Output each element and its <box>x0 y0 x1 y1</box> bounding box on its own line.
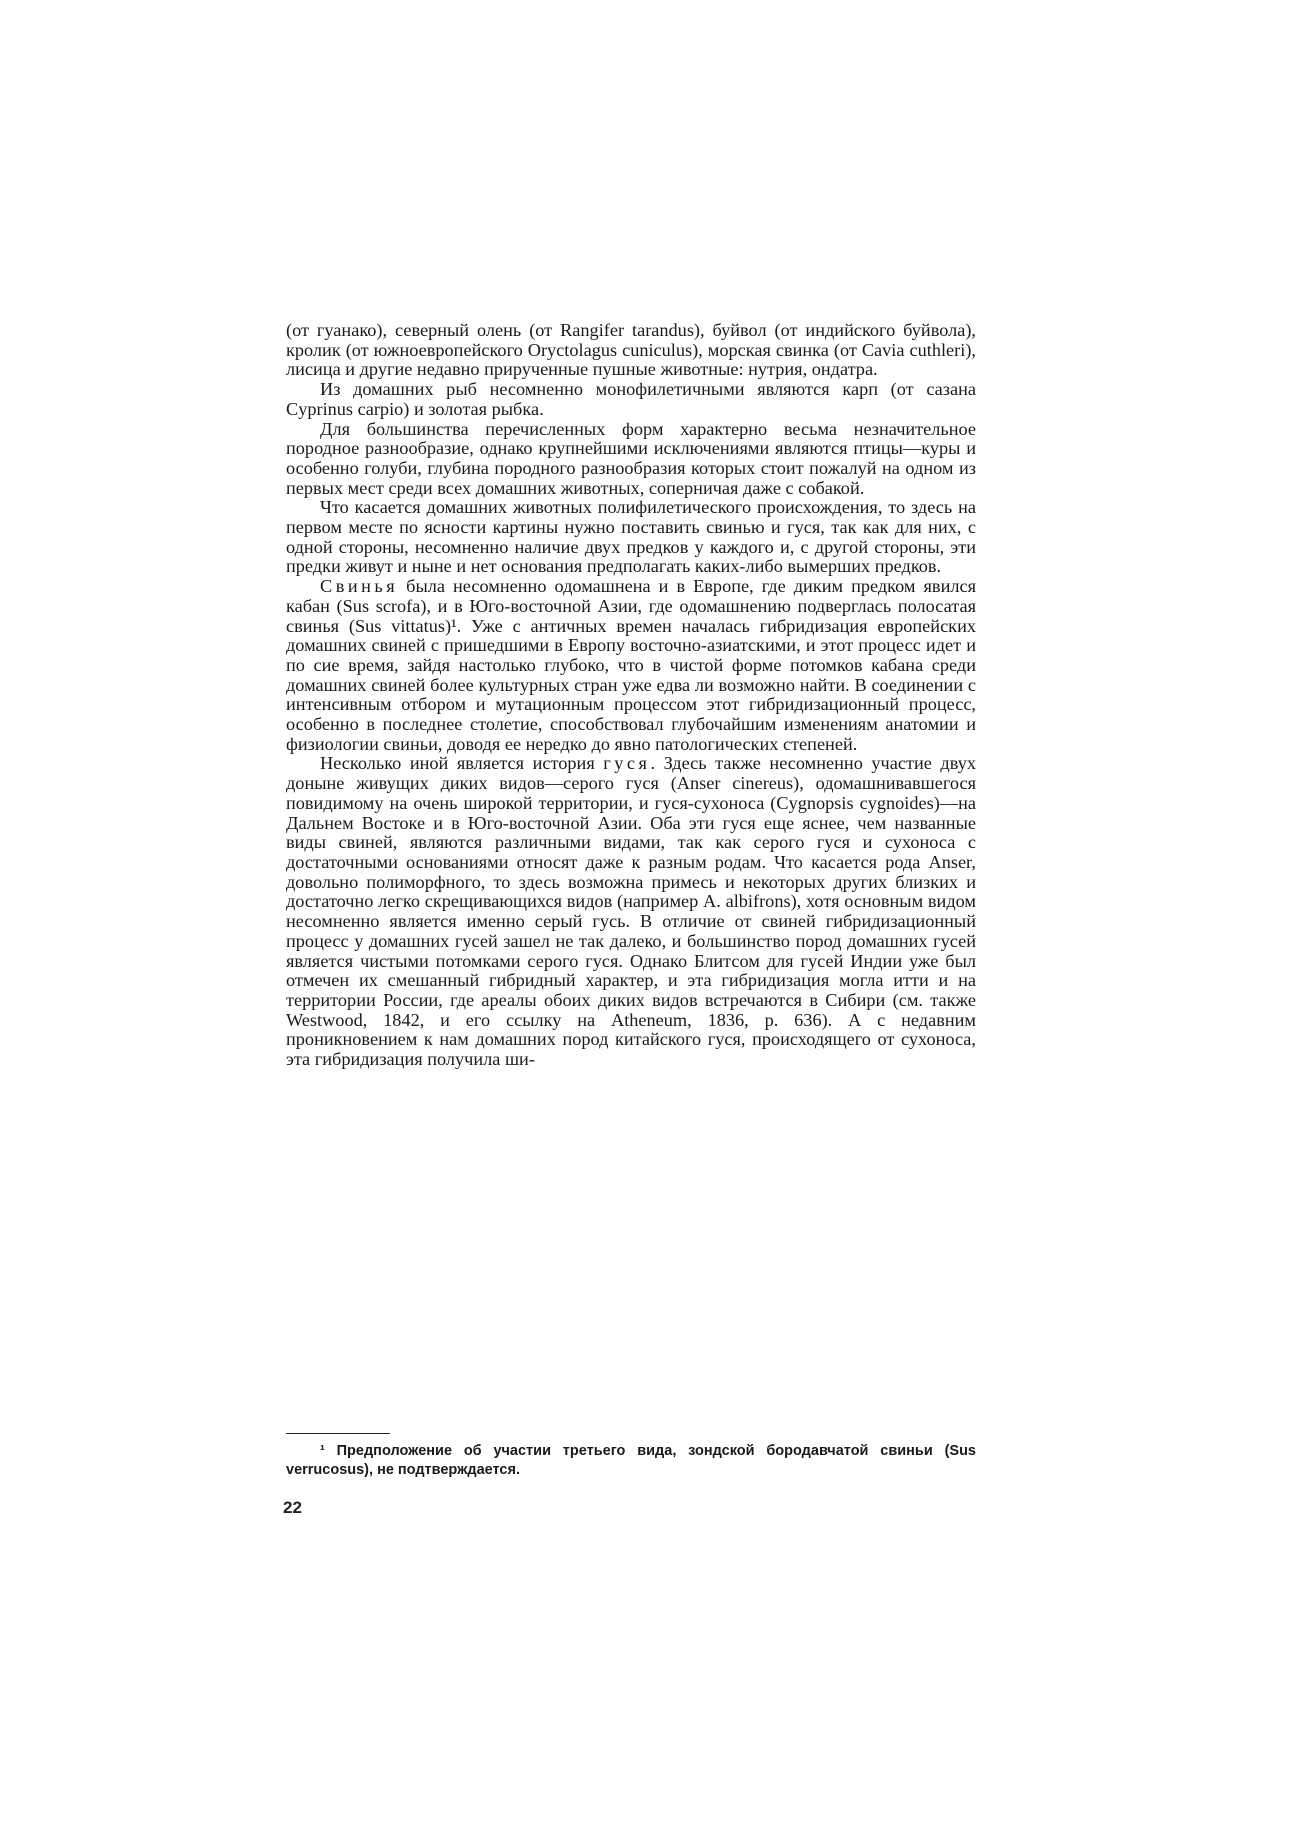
paragraph-goose <box>286 754 976 1069</box>
page-number: 22 <box>283 1498 302 1517</box>
paragraph-fish: Из домашних рыб несомненно монофилетичными являются карп (от сазана Cyprinus carpio) и золотая рыбка. <box>286 379 976 419</box>
pig-heading-word: Свинья <box>320 576 399 597</box>
footnote: ¹ Предположение об участии третьего вида, зондской бородавчатой свиньи (Sus verrucosus), не подтверждается. <box>286 1443 976 1478</box>
paragraph-breed-diversity: Для большинства перечисленных форм характерно весьма незначительное породное разнообразие, однако крупнейшими исключениями являются птицы—куры и особенно голуби, глубина породного разнообразия которых стоит пожалуй на одном из первых мест среди всех домашних животных, соперничая даже с собакой. <box>286 418 976 498</box>
goose-paragraph-text: . Здесь также несомненно участие двух доныне живущих диких видов—серого гуся (Anser cinereus), одомашнивавшегося повидимому на очень широкой территории, и гуся-сухоноса (Cygnopsis cygnoides)—на Дальнем Востоке и в Юго-восточной Азии. Оба эти гуся еще яснее, чем названные виды свиней, являются различными видами, так как серого гуся и сухоноса с достаточными основаниями относят даже к разным родам. Что касается рода Anser, довольно полиморфного, то здесь возможна примесь и некоторых других близких и достаточно легко скрещивающихся видов (например A. albifrons), хотя основным видом несомненно является именно серый гусь. В отличие от свиней гибридизационный процесс у домашних гусей зашел не так далеко, и большинство пород домашних гусей является чистыми потомками серого гуся. Однако Блитсом для гусей Индии уже был отмечен их смешанный гибридный характер, и эта гибридизация могла итти и на территории России, где ареалы обоих диких видов встречаются в Сибири (см. также Westwood, 1842, и его ссылку на Athenеum, 1836, p. 636). А с недавним проникновением к нам домашних пород китайского гуся, происходящего от сухоноса, эта гибридизация получила ши- <box>286 753 976 1070</box>
goose-paragraph-lead: Несколько иной является история <box>320 753 604 774</box>
footnote-divider <box>286 1433 390 1434</box>
paragraph-polyphyletic: Что касается домашних животных полифилетического происхождения, то здесь на первом месте по ясности картины нужно поставить свинью и гуся, так как для них, с одной стороны, несомненно наличие двух предков у каждого и, с другой стороны, эти предки живут и ныне и нет основания предполагать каких-либо вымерших предков. <box>286 497 976 577</box>
paragraph-continuation: (от гуанако), северный олень (от Rangifer tarandus), буйвол (от индийского буйвола), кролик (от южноевропейского Orуctolagus cuniculus), морская свинка (от Cavia cuthleri), лисица и другие недавно прирученные пушные животные: нутрия, ондатра. <box>286 320 976 380</box>
paragraph-pig <box>286 577 976 754</box>
body-text <box>286 321 976 1070</box>
pig-paragraph-text: была несомненно одомашнена и в Европе, где диким предком явился кабан (Sus scrofa), и в Юго-восточной Азии, где одомашнению подверглась полосатая свинья (Sus vittatus)¹. Уже с античных времен началась гибридизация европейских домашних свиней с пришедшими в Европу восточно-азиатскими, и этот процесс идет и по сие время, зайдя настолько глубоко, что в чистой форме потомков кабана среди домашних свиней более культурных стран уже едва ли возможно найти. В соединении с интенсивным отбором и мутационным процессом этот гибридизационный процесс, особенно в последнее столетие, способствовал глубочайшим изменениям анатомии и физиологии свиньи, доводя ее нередко до явно патологических степеней. <box>286 576 976 754</box>
goose-heading-word: гуся <box>603 753 651 774</box>
